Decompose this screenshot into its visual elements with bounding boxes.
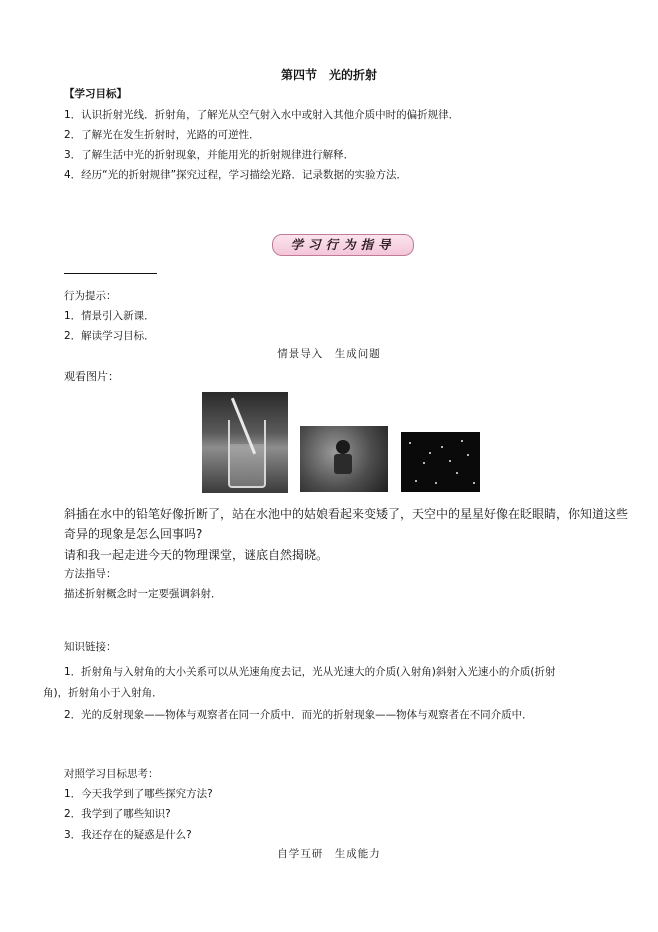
- reflect-heading: 对照学习目标思考：: [64, 768, 159, 780]
- star-dot: [435, 482, 437, 484]
- method-heading: 方法指导：: [64, 568, 117, 580]
- star-dot: [415, 480, 417, 482]
- behavior-item: 2．解读学习目标．: [64, 330, 155, 342]
- goal-item: 3．了解生活中光的折射现象，并能用光的折射规律进行解释．: [64, 149, 355, 161]
- section-heading: 情景导入 生成问题: [277, 348, 381, 360]
- star-dot: [456, 472, 458, 474]
- reflect-item: 2．我学到了哪些知识?: [64, 808, 171, 820]
- behavior-heading: 行为提示：: [64, 290, 117, 302]
- pencil-in-water-photo: [202, 392, 288, 493]
- paragraph-text: 奇异的现象是怎么回事吗?: [64, 527, 203, 541]
- star-dot: [409, 442, 411, 444]
- method-text: 描述折射概念时一定要强调斜射．: [64, 588, 222, 600]
- star-dot: [429, 452, 431, 454]
- water-shape: [230, 444, 264, 486]
- view-label: 观看图片：: [64, 370, 119, 383]
- goal-item: 4．经历“光的折射规律”探究过程，学习描绘光路．记录数据的实验方法．: [64, 169, 408, 181]
- divider-line: [64, 273, 157, 274]
- knowledge-heading: 知识链接：: [64, 641, 117, 653]
- behavior-item: 1．情景引入新课．: [64, 310, 155, 322]
- section-banner: 学习行为指导: [272, 234, 414, 256]
- page-title: 第四节 光的折射: [280, 68, 377, 82]
- knowledge-item: 2．光的反射现象——物体与观察者在同一介质中．而光的折射现象——物体与观察者在不同介质中．: [64, 709, 533, 721]
- section-heading: 自学互研 生成能力: [277, 848, 381, 860]
- reflect-item: 1．今天我学到了哪些探究方法?: [64, 788, 213, 800]
- girl-in-pool-photo: [300, 426, 388, 492]
- knowledge-item-continuation: 角)，折射角小于入射角．: [43, 687, 163, 699]
- goals-heading: 【学习目标】: [64, 88, 127, 100]
- star-dot: [449, 460, 451, 462]
- star-dot: [473, 482, 475, 484]
- paragraph-text: 斜插在水中的铅笔好像折断了，站在水池中的姑娘看起来变矮了，天空中的星星好像在眨眼睛，你知道这些: [64, 507, 629, 521]
- reflect-item: 3．我还存在的疑惑是什么?: [64, 829, 192, 841]
- knowledge-item: 1．折射角与入射角的大小关系可以从光速角度去记，光从光速大的介质(入射角)斜射入光速小的介质(折射: [64, 666, 556, 678]
- goal-item: 1．认识折射光线．折射角，了解光从空气射入水中或射入其他介质中时的偏折规律．: [64, 109, 460, 121]
- paragraph-text: 请和我一起走进今天的物理课堂，谜底自然揭晓。: [64, 548, 329, 562]
- star-dot: [461, 440, 463, 442]
- goal-item: 2．了解光在发生折射时，光路的可逆性．: [64, 129, 260, 141]
- girl-body-shape: [334, 454, 352, 474]
- star-dot: [423, 462, 425, 464]
- girl-head-shape: [336, 440, 350, 454]
- star-dot: [467, 454, 469, 456]
- star-dot: [441, 446, 443, 448]
- starry-sky-photo: [401, 432, 480, 492]
